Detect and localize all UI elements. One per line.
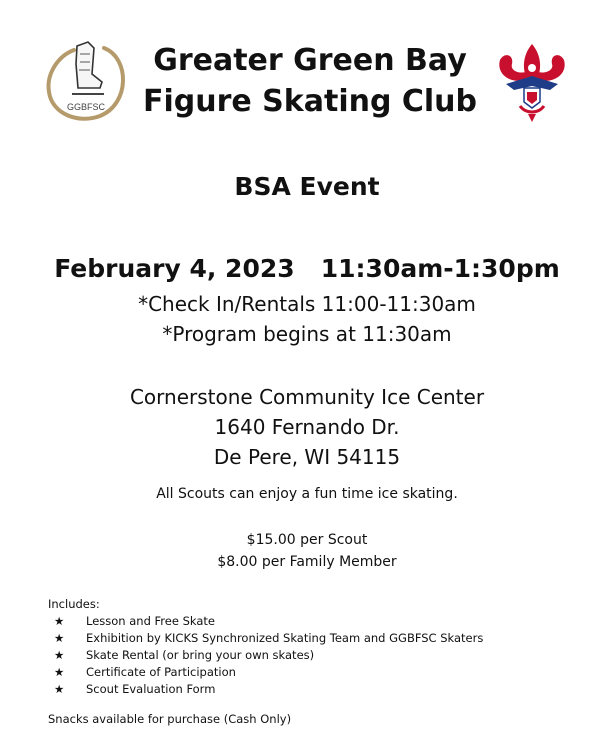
event-time: 11:30am-1:30pm	[320, 254, 560, 283]
bsa-logo	[492, 40, 572, 124]
venue-street: 1640 Fernando Dr.	[214, 415, 400, 439]
star-icon: ★	[54, 614, 65, 628]
svg-text:GGBFSC: GGBFSC	[66, 102, 106, 112]
ggbfsc-logo	[44, 34, 128, 124]
star-icon: ★	[54, 648, 65, 662]
list-item: ★ Scout Evaluation Form	[54, 682, 216, 696]
venue-name: Cornerstone Community Ice Center	[129, 385, 485, 409]
snacks-note: Snacks available for purchase (Cash Only)	[48, 712, 292, 726]
venue-city: De Pere, WI 54115	[213, 445, 401, 469]
list-item: ★ Skate Rental (or bring your own skates)	[54, 648, 315, 662]
includes-label: Includes:	[48, 597, 100, 611]
event-title: BSA Event	[234, 172, 380, 201]
club-title-line2: Figure Skating Club	[142, 84, 478, 119]
club-title-line1: Greater Green Bay	[153, 43, 467, 78]
list-item: ★ Exhibition by KICKS Synchronized Skating Team and GGBFSC Skaters	[54, 631, 484, 645]
star-icon: ★	[54, 631, 65, 645]
skate-logo-icon	[44, 34, 128, 124]
program-line: *Program begins at 11:30am	[162, 322, 452, 346]
tagline: All Scouts can enjoy a fun time ice skating.	[156, 486, 458, 502]
list-item: ★ Lesson and Free Skate	[54, 614, 215, 628]
star-icon: ★	[54, 665, 65, 679]
fleur-de-lis-icon	[492, 40, 572, 124]
includes-list	[54, 613, 483, 698]
club-title	[130, 40, 490, 122]
event-date-time	[0, 254, 614, 283]
checkin-line: *Check In/Rentals 11:00-11:30am	[138, 292, 476, 316]
star-icon: ★	[54, 682, 65, 696]
event-date: February 4, 2023	[54, 254, 295, 283]
list-item: ★ Certificate of Participation	[54, 665, 236, 679]
price-family: $8.00 per Family Member	[217, 554, 397, 570]
price-scout: $15.00 per Scout	[246, 532, 368, 548]
